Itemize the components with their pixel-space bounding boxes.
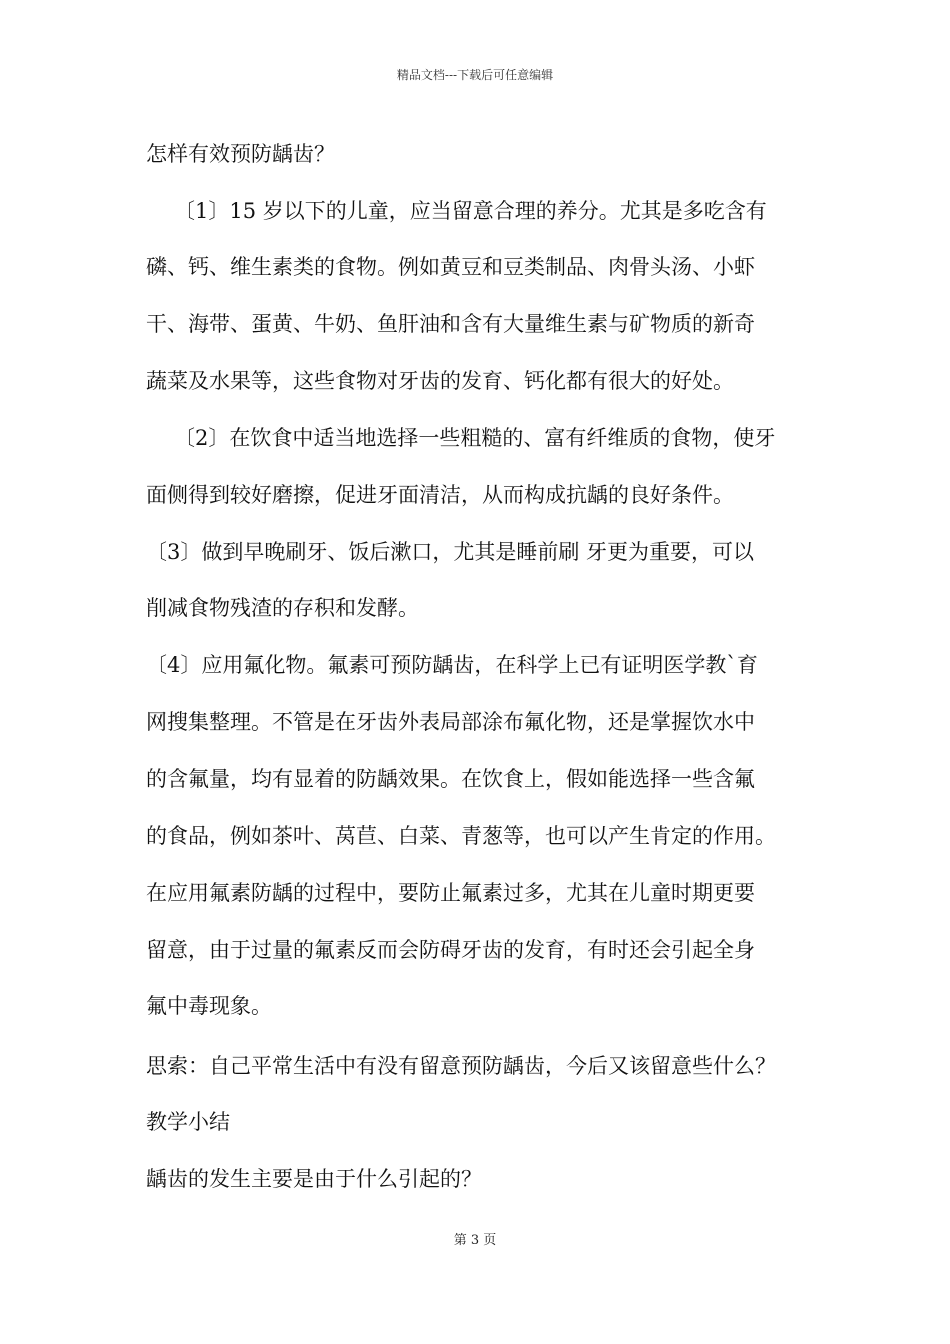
paragraph-line: 氟中毒现象。 (146, 994, 272, 1018)
page-header: 精品文档---下载后可任意编辑 (396, 68, 554, 82)
paragraph-line: 蔬菜及水果等，这些食物对牙齿的发育、钙化都有很大的好处。 (146, 369, 734, 393)
paragraph-line: 的食品，例如茶叶、莴苣、白菜、青葱等，也可以产生肯定的作用。 (146, 824, 776, 848)
paragraph-line: 在应用氟素防龋的过程中，要防止氟素过多，尤其在儿童时期更要 (146, 881, 755, 905)
paragraph-line: 网搜集整理。不管是在牙齿外表局部涂布氟化物，还是掌握饮水中 (146, 710, 755, 734)
paragraph-line: 〔3〕做到早晚刷牙、饭后漱口，尤其是睡前刷 牙更为重要，可以 (146, 540, 755, 564)
paragraph-line: 〔4〕应用氟化物。氟素可预防龋齿，在科学上已有证明医学教`育 (146, 653, 758, 677)
paragraph-line: 面侧得到较好磨擦，促进牙面清洁，从而构成抗龋的良好条件。 (146, 483, 734, 507)
page-number: 第 3 页 (453, 1233, 497, 1248)
reflection-question: 思索：自己平常生活中有没有留意预防龋齿，今后又该留意些什么？ (146, 1054, 776, 1078)
paragraph-line: 的含氟量，均有显着的防龋效果。在饮食上，假如能选择一些含氟 (146, 767, 755, 791)
paragraph-line: 干、海带、蛋黄、牛奶、鱼肝油和含有大量维生素与矿物质的新奇 (146, 312, 755, 336)
paragraph-line: 〔1〕15 岁以下的儿童，应当留意合理的养分。尤其是多吃含有 (174, 199, 767, 223)
section-heading-summary: 教学小结 (146, 1110, 230, 1134)
paragraph-line: 〔2〕在饮食中适当地选择一些粗糙的、富有纤维质的食物，使牙 (174, 426, 776, 450)
summary-question: 龋齿的发生主要是由于什么引起的？ (146, 1167, 482, 1191)
paragraph-line: 削减食物残渣的存积和发酵。 (146, 596, 419, 620)
heading-prevention: 怎样有效预防龋齿？ (146, 142, 335, 166)
paragraph-line: 留意，由于过量的氟素反而会防碍牙齿的发育，有时还会引起全身 (146, 938, 755, 962)
paragraph-line: 磷、钙、维生素类的食物。例如黄豆和豆类制品、肉骨头汤、小虾 (146, 255, 755, 279)
